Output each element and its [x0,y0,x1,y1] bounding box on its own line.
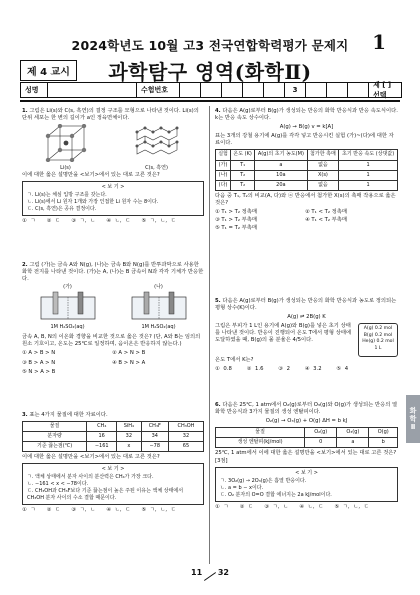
q5-container-figure [358,323,398,357]
q6-option: ㄴ. a = b − x이다. [220,484,264,491]
q4-text2: 표는 3개의 강철 용기에 A(g)를 각각 넣고 반응시킨 실험 (가)~(다)에 대한 자료이다. [215,133,394,147]
q4-choice[interactable]: ① T₁ > T₂ 정촉매 [215,209,257,216]
q1-option: ㄱ. Li(s)는 체심 입방 구조를 갖는다. [27,192,107,199]
q1-bogi-box [22,181,204,216]
electrochemical-cell-b-figure [130,291,188,321]
q2-choice[interactable]: ① A > B > N [22,350,56,357]
lithium-unit-cell-figure [44,124,88,162]
q6-option: ㄷ. O₂ 분자의 O=O 결합 에너지는 2a kJ/mol이다. [220,491,332,498]
q5-text: 다음은 A(g)로부터 B(g)가 생성되는 반응의 화학 반응식과 농도로 정의되는 평형 상수(K)이다. [215,298,397,312]
question-6 [215,402,398,511]
choice-label: 제 [ ] 선택 [373,81,392,99]
q4-choice[interactable]: ③ T₁ > T₂ 부촉매 [215,217,257,224]
q5-instruction: 온도 T에서 K는? [215,357,254,364]
q1-label-a: Li(s) [60,165,71,172]
q3-cell: 34 [141,432,168,442]
q5-number: 5. [215,298,221,304]
q3-cell: 기준 끓는점(℃) [23,442,87,452]
question-5 [215,298,398,373]
q4-text: 다음은 A(g)로부터 B(g)가 생성되는 반응의 화학 반응식과 반응 속도식이다. k는 반응 속도 상수이다. [215,108,398,122]
q3-cell: 16 [87,432,117,442]
q1-text: 그림은 Li(s)와 C(s, 흑연)의 결정 구조를 모형으로 나타낸 것이다. Li(s)의 단위 세포는 한 변의 길이가 a인 정육면체이다. [22,108,199,122]
header-rule [20,100,400,102]
q1-option: ㄴ. Li(s)에서 Li 원자 1개와 가장 인접한 Li 원자 수는 8이다. [27,199,159,206]
q2-choice[interactable]: ⑤ N > A > B [22,368,56,375]
q3-option: ㄴ. −161 < x < −78이다. [27,481,89,488]
q4-cell: 1 [339,170,398,180]
question-4 [215,108,398,232]
q6-bogi-box [215,467,398,502]
q3-cell: −78 [141,442,168,452]
q4-choice[interactable]: ② T₁ < T₂ 정촉매 [305,209,347,216]
q6-table [215,427,398,448]
q4-header: 실험 [216,150,231,160]
exam-no-box[interactable] [180,83,201,97]
question-1 [22,108,204,225]
q5-text2: 그림은 부피가 1 L인 용기에 A(g)와 B(g)를 넣은 초기 상태를 나타낸 것이다. 반응이 진행되어 온도 T에서 평형 상태에 도달하였을 때, B(g)의 몰 분율은 4/5이다. [215,323,352,344]
q4-cell: T₁ [231,160,255,170]
exam-no-box[interactable] [306,83,327,97]
q2-choice[interactable]: ② A > N > B [112,350,146,357]
q5-choices[interactable]: ① 0.8 ② 1.6 ③ 2 ④ 3.2 ⑤ 4 [215,366,349,373]
q1-option: ㄷ. C(s, 흑연)은 공유 결정이다. [27,206,97,213]
q1-bogi-title: < 보 기 > [101,184,125,191]
subject-title: 과학탐구 영역(화학Ⅱ) [108,60,312,84]
q2-figures [22,285,204,331]
q1-number: 1. [22,108,28,114]
q3-option: ㄷ. CH₃OH과 CH₃F보다 기준 끓는점이 높은 주된 이유는 액체 상태에서 CH₃OH 분자 사이의 수소 결합 때문이다. [27,488,184,502]
q4-cell: 없음 [307,160,339,170]
q4-equation: A(g) → B(g) v = k[A] [279,124,334,131]
q4-cell: 1 [339,160,398,170]
q4-choices [215,209,398,232]
q4-cell: (가) [216,160,231,170]
q4-table [215,149,398,190]
q1-label-b: C(s, 흑연) [145,165,168,172]
q4-cell: 없음 [307,180,339,190]
q3-option: ㄱ. 액체 상태에서 분자 사이의 분산력은 CH₄가 가장 크다. [27,474,154,481]
q3-header: SiH₄ [117,422,141,432]
q2-text: 그림 (가)는 금속 A와 N(g), (나)는 금속 B와 N(g)를 반투과막으로 사용한 화학 전지를 나타낸 것이다. (가)는 A, (나)는 B 금속이 N과 각각 기체가 반응한다. [22,262,204,283]
q3-choices[interactable]: ① ㄱ ② ㄷ ③ ㄱ, ㄴ ④ ㄴ, ㄷ ⑤ ㄱ, ㄴ, ㄷ [22,507,176,514]
q1-instruction: 이에 대한 옳은 설명만을 <보기>에서 있는 대로 고른 것은? [22,172,160,179]
q3-header: CH₃F [141,422,168,432]
q6-cell: b [369,438,398,448]
q6-option: ㄱ. 3O₂(g) → 2O₃(g)은 흡열 반응이다. [220,477,307,484]
session-label: 제 4 교시 [20,60,77,81]
footer-page: 11 [191,568,203,577]
q4-choice[interactable]: ⑤ T₁ = T₂ 부촉매 [215,225,257,232]
footer-total: 32 [217,568,229,577]
exam-no-box[interactable] [348,83,369,97]
q3-cell: 32 [168,432,203,442]
page-number: 1 [372,30,386,54]
q6-header: O(g) [369,428,398,438]
q6-equation: O₂(g) → O₃(g) + O(g) ΔH = b kJ [265,418,348,425]
q4-choice[interactable]: ④ T₁ < T₂ 부촉매 [305,217,347,224]
q4-cell: (다) [216,180,231,190]
q5-body [215,323,398,357]
q2-beaker-b-label: (나) [154,284,163,290]
q5-box-line: 1 L [374,345,382,351]
exam-no-box[interactable] [243,83,264,97]
q3-number: 3. [22,412,28,418]
exam-title: 2024학년도 10월 고3 전국연합학력평가 문제지 [71,38,349,53]
q2-choice[interactable]: ③ B > A > N [22,359,56,366]
q6-header: 물질 [216,428,305,438]
q1-figures [22,124,204,172]
name-label: 성명 [21,83,48,97]
q6-cell: a [337,438,369,448]
q5-equation: A(g) ⇌ 2B(g) K [287,314,326,321]
q4-header: 첨가한 촉매 [307,150,339,160]
q5-box-line: A(g) 0.2 mol [363,326,393,332]
q2-choice[interactable]: ④ B > N > A [112,359,146,366]
q2-number: 2. [22,262,28,268]
q3-cell: 분자량 [23,432,87,442]
q4-cell: (나) [216,170,231,180]
q6-text2: 25℃, 1 atm에서 이에 대한 옳은 설명만을 <보기>에서 있는 대로 고른 것은? [3점] [215,450,397,464]
q5-box-line: B(g) 0.2 mol [363,332,393,338]
q3-text: 표는 4가지 물질에 대한 자료이다. [29,412,108,418]
exam-no-box[interactable] [222,83,243,97]
q3-cell: x [117,442,141,452]
q2-instruction: 금속 A, B, N의 이온화 경향을 비교한 것으로 옳은 것은? (단, A와 B는 임의의 원소 기호이고, 온도는 25℃로 일정하며, 음이온은 반응하지 않는다.) [22,334,201,348]
q6-choices[interactable]: ① ㄱ ② ㄷ ③ ㄱ, ㄴ ④ ㄴ, ㄷ ⑤ ㄱ, ㄴ, ㄷ [215,503,369,510]
electrochemical-cell-a-figure [39,291,97,321]
q3-table [22,421,204,452]
q4-cell: T₂ [231,180,255,190]
q4-cell: a [255,160,307,170]
q3-cell: 32 [117,432,141,442]
q4-header: 온도 (K) [231,150,255,160]
exam-no-box[interactable] [201,83,222,97]
q2-solution-b: 1M H₂SO₄(aq) [141,324,176,331]
q6-header: O₂(g) [305,428,337,438]
q3-header: CH₃OH [168,422,203,432]
q2-solution-a: 1M H₂SO₄(aq) [50,324,85,331]
q6-header: O₃(g) [337,428,369,438]
q4-cell: 10a [255,170,307,180]
q3-cell: 65 [168,442,203,452]
q3-bogi-box [22,463,204,505]
q6-cell: 생성 엔탈피(kJ/mol) [216,438,305,448]
question-2 [22,262,204,376]
info-bar [20,82,402,98]
q2-choices [22,350,204,375]
q4-text3: 다음 중 T₁, T₂의 비교(A, 다)와 ⓐ 반응에서 첨가한 X(s)의 촉매 작용으로 옳은 것은? [215,192,396,206]
q3-header: CH₄ [87,422,117,432]
question-3 [22,412,204,515]
exam-no-digit: 3 [285,83,306,97]
exam-no-box[interactable] [264,83,285,97]
footer-slash [204,572,216,581]
q4-cell: 20a [255,180,307,190]
q6-text: 다음은 25℃, 1 atm에서 O₂(g)로부터 O₃(g)와 O(g)가 생성되는 반응의 열화학 반응식과 3가지 물질의 생성 엔탈피이다. [215,402,398,416]
q6-cell: 0 [305,438,337,448]
name-field[interactable] [48,83,137,97]
q3-bogi-title: < 보 기 > [101,466,125,473]
column-divider [209,106,210,564]
q6-number: 6. [215,402,221,408]
exam-no-box[interactable] [327,83,348,97]
q4-header: A(g)의 초기 농도(M) [255,150,307,160]
q4-cell: T₂ [231,170,255,180]
q5-box-line: He(g) 0.2 mol [362,339,394,345]
subject-side-tab: 화학Ⅱ [406,395,420,443]
q3-cell: −161 [87,442,117,452]
q4-cell: 1 [339,180,398,190]
q3-instruction: 이에 대한 옳은 설명만을 <보기>에서 있는 대로 고른 것은? [22,454,160,461]
q2-beaker-a-label: (가) [63,284,72,290]
q3-header: 물질 [23,422,87,432]
exam-no-label: 수험번호 [137,83,180,97]
q4-number: 4. [215,108,221,114]
q6-bogi-title: < 보 기 > [295,469,318,476]
q4-header: 초기 반응 속도 (상댓값) [339,150,398,160]
graphite-structure-figure [131,124,183,162]
q4-cell: X(s) [307,170,339,180]
q1-choices[interactable]: ① ㄱ ② ㄷ ③ ㄱ, ㄴ ④ ㄴ, ㄷ ⑤ ㄱ, ㄴ, ㄷ [22,218,176,225]
